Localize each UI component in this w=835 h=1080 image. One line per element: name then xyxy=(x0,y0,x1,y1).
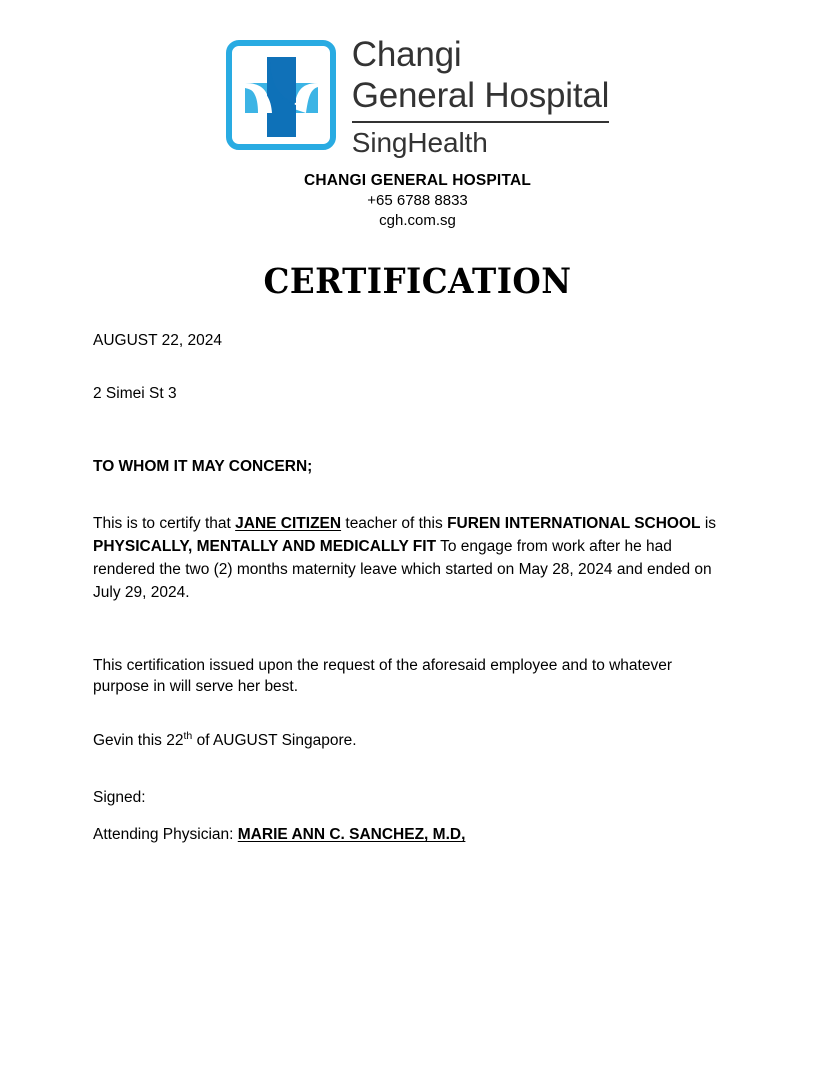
attending-physician-label: Attending Physician: xyxy=(93,826,238,843)
employee-name: JANE CITIZEN xyxy=(235,515,342,532)
school-name: FUREN INTERNATIONAL SCHOOL xyxy=(447,515,701,532)
attending-physician-name: MARIE ANN C. SANCHEZ, M.D, xyxy=(237,826,466,843)
letter-salutation: TO WHOM IT MAY CONCERN; xyxy=(93,458,313,475)
given-date-line xyxy=(93,730,725,751)
paragraph-segment-3: is xyxy=(700,515,717,532)
page-title: CERTIFICATION xyxy=(263,261,572,302)
given-prefix: Gevin this 22 xyxy=(93,732,184,749)
wordmark-line-changi: Changi xyxy=(351,35,462,74)
paragraph-segment-2: teacher of this xyxy=(341,515,448,532)
hospital-contact-block xyxy=(0,170,835,231)
certification-paragraph xyxy=(93,512,725,604)
fitness-status: PHYSICALLY, MENTALLY AND MEDICALLY FIT xyxy=(93,538,437,555)
signed-label: Signed: xyxy=(93,789,146,806)
hospital-name: CHANGI GENERAL HOSPITAL xyxy=(303,172,532,189)
attending-physician-line xyxy=(93,824,725,845)
paragraph-segment-1: This is to certify that xyxy=(93,515,236,532)
given-suffix: of AUGUST Singapore. xyxy=(192,732,357,749)
hospital-wordmark xyxy=(352,32,610,159)
wordmark-divider xyxy=(352,121,610,123)
wordmark-line-singhealth: SingHealth xyxy=(351,127,488,158)
wordmark-line-general-hospital: General Hospital xyxy=(351,76,610,115)
changi-general-hospital-cross-logo-icon xyxy=(226,37,336,155)
letterhead xyxy=(0,32,835,159)
hospital-logo xyxy=(226,32,610,159)
purpose-paragraph: This certification issued upon the request of the aforesaid employee and to whatever purpose in will serve her best. xyxy=(93,657,673,695)
letter-address: 2 Simei St 3 xyxy=(93,385,177,402)
given-ordinal-suffix: th xyxy=(183,729,193,742)
hospital-website: cgh.com.sg xyxy=(379,212,456,229)
hospital-phone: +65 6788 8833 xyxy=(367,192,468,209)
paragraph-segment-4: To engage from work after he had rendered the two (2) months maternity leave which started on May 28, 2024 and ended on July 29, 2024. xyxy=(93,538,712,601)
letter-date: AUGUST 22, 2024 xyxy=(93,332,222,349)
